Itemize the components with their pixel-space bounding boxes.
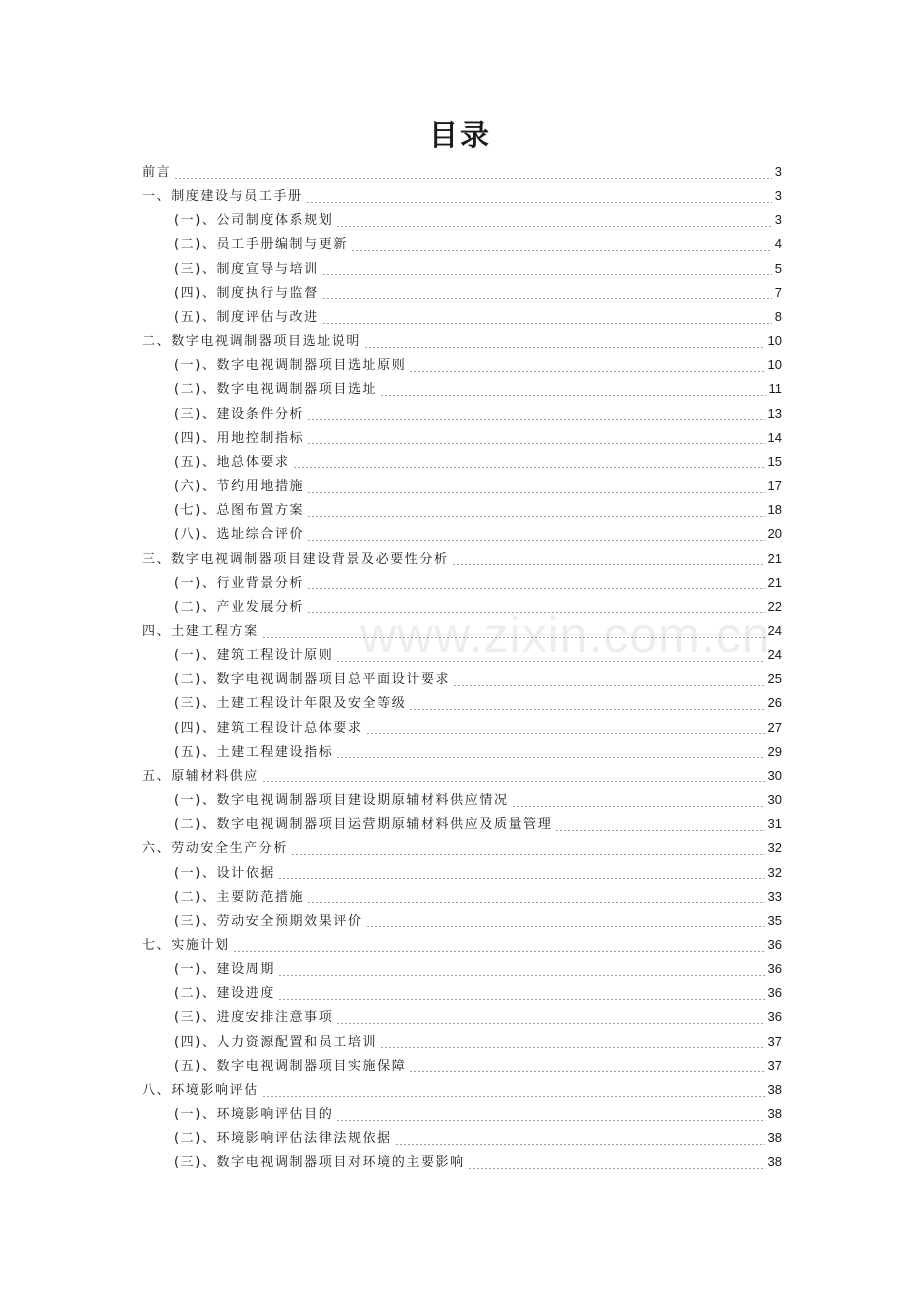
toc-page-number: 32 bbox=[767, 840, 782, 856]
toc-subentry[interactable] bbox=[142, 305, 782, 329]
toc-entry-label: 一、制度建设与员工手册 bbox=[142, 189, 303, 205]
dot-leader bbox=[336, 226, 771, 227]
toc-subentry[interactable] bbox=[142, 257, 782, 281]
toc-entry-label: (三)、进度安排注意事项 bbox=[174, 1010, 334, 1026]
dot-leader bbox=[307, 588, 764, 589]
toc-page-number: 27 bbox=[767, 719, 782, 735]
dot-leader bbox=[307, 902, 764, 903]
dot-leader bbox=[336, 1120, 764, 1121]
toc-page-number: 3 bbox=[774, 212, 782, 228]
dot-leader bbox=[512, 806, 765, 807]
toc-page-number: 14 bbox=[767, 429, 782, 445]
dot-leader bbox=[409, 371, 764, 372]
table-of-contents bbox=[142, 160, 782, 1175]
toc-page-number: 3 bbox=[774, 164, 782, 179]
dot-leader bbox=[262, 1096, 765, 1097]
toc-page-number: 25 bbox=[767, 671, 782, 687]
toc-entry-label: (三)、劳动安全预期效果评价 bbox=[174, 913, 363, 929]
toc-subentry[interactable] bbox=[142, 1030, 782, 1054]
toc-entry-label: (五)、制度评估与改进 bbox=[174, 309, 319, 325]
toc-entry-label: (二)、建设进度 bbox=[174, 986, 275, 1002]
toc-page-number: 36 bbox=[767, 961, 782, 977]
toc-page-number: 38 bbox=[767, 1106, 782, 1122]
dot-leader bbox=[278, 999, 765, 1000]
toc-entry-label: (二)、数字电视调制器项目运营期原辅材料供应及质量管理 bbox=[174, 817, 553, 833]
toc-entry-label: (四)、制度执行与监督 bbox=[174, 285, 319, 301]
dot-leader bbox=[174, 178, 772, 179]
dot-leader bbox=[468, 1168, 765, 1169]
dot-leader bbox=[293, 467, 765, 468]
toc-entry-label: (二)、员工手册编制与更新 bbox=[174, 237, 348, 253]
dot-leader bbox=[306, 202, 772, 203]
toc-entry-label: (四)、人力资源配置和员工培训 bbox=[174, 1034, 378, 1050]
toc-page-number: 38 bbox=[767, 1130, 782, 1146]
dot-leader bbox=[307, 540, 764, 541]
dot-leader bbox=[351, 250, 772, 251]
toc-entry-label: (七)、总图布置方案 bbox=[174, 503, 305, 519]
dot-leader bbox=[307, 492, 764, 493]
dot-leader bbox=[395, 1144, 765, 1145]
toc-subentry[interactable] bbox=[142, 667, 782, 691]
dot-leader bbox=[262, 781, 765, 782]
toc-page-number: 10 bbox=[767, 357, 782, 373]
toc-entry-label: (五)、数字电视调制器项目实施保障 bbox=[174, 1058, 407, 1074]
dot-leader bbox=[336, 1023, 764, 1024]
toc-entry-label: 四、土建工程方案 bbox=[142, 623, 259, 639]
toc-subentry[interactable] bbox=[142, 1150, 782, 1174]
toc-page-number: 31 bbox=[767, 816, 782, 832]
toc-entry-label: (四)、建筑工程设计总体要求 bbox=[174, 720, 363, 736]
toc-subentry[interactable] bbox=[142, 716, 782, 740]
dot-leader bbox=[291, 854, 765, 855]
toc-subentry[interactable] bbox=[142, 571, 782, 595]
dot-leader bbox=[307, 443, 764, 444]
toc-subentry[interactable] bbox=[142, 643, 782, 667]
dot-leader bbox=[336, 661, 764, 662]
toc-entry-label: (一)、建设周期 bbox=[174, 962, 275, 978]
dot-leader bbox=[307, 419, 764, 420]
toc-page-number: 36 bbox=[767, 985, 782, 1001]
dot-leader bbox=[278, 975, 765, 976]
dot-leader bbox=[366, 733, 765, 734]
toc-page-number: 35 bbox=[767, 912, 782, 928]
toc-page-number: 36 bbox=[767, 1009, 782, 1025]
toc-page-number: 20 bbox=[767, 526, 782, 542]
toc-entry[interactable] bbox=[142, 547, 782, 571]
toc-entry[interactable] bbox=[142, 329, 782, 353]
toc-subentry[interactable] bbox=[142, 377, 782, 401]
toc-entry-label: (八)、选址综合评价 bbox=[174, 527, 305, 543]
toc-subentry[interactable] bbox=[142, 474, 782, 498]
toc-entry-label: (二)、数字电视调制器项目总平面设计要求 bbox=[174, 672, 451, 688]
toc-subentry[interactable] bbox=[142, 957, 782, 981]
toc-page-number: 32 bbox=[767, 864, 782, 880]
toc-page-number: 36 bbox=[767, 937, 782, 952]
toc-page-number: 29 bbox=[767, 743, 782, 759]
toc-entry-label: 八、环境影响评估 bbox=[142, 1082, 259, 1098]
toc-page-number: 24 bbox=[767, 622, 782, 638]
toc-subentry[interactable] bbox=[142, 909, 782, 933]
toc-entry-label: (一)、数字电视调制器项目选址原则 bbox=[174, 358, 407, 374]
toc-subentry[interactable] bbox=[142, 498, 782, 522]
toc-page-number: 7 bbox=[774, 284, 782, 300]
toc-page-number: 24 bbox=[767, 647, 782, 663]
dot-leader bbox=[364, 347, 765, 348]
toc-page-number: 17 bbox=[767, 478, 782, 494]
toc-entry-label: 六、劳动安全生产分析 bbox=[142, 841, 289, 857]
toc-entry[interactable] bbox=[142, 184, 782, 208]
toc-page-number: 26 bbox=[767, 695, 782, 711]
toc-subentry[interactable] bbox=[142, 1126, 782, 1150]
toc-entry[interactable] bbox=[142, 1078, 782, 1102]
dot-leader bbox=[322, 323, 772, 324]
toc-page-number: 21 bbox=[767, 574, 782, 590]
dot-leader bbox=[322, 274, 772, 275]
toc-entry-label: (三)、制度宣导与培训 bbox=[174, 261, 319, 277]
toc-entry-label: 五、原辅材料供应 bbox=[142, 768, 259, 784]
toc-page-number: 15 bbox=[767, 453, 782, 469]
toc-entry-label: (四)、用地控制指标 bbox=[174, 430, 305, 446]
toc-entry[interactable] bbox=[142, 764, 782, 788]
toc-page-number: 5 bbox=[774, 260, 782, 276]
toc-subentry[interactable] bbox=[142, 232, 782, 256]
toc-entry-label: (一)、设计依据 bbox=[174, 865, 275, 881]
toc-page-number: 21 bbox=[767, 550, 782, 566]
dot-leader bbox=[278, 878, 765, 879]
toc-page-number: 33 bbox=[767, 888, 782, 904]
toc-subentry[interactable] bbox=[142, 812, 782, 836]
toc-subentry[interactable] bbox=[142, 788, 782, 812]
toc-entry-label: (一)、行业背景分析 bbox=[174, 575, 305, 591]
dot-leader bbox=[262, 637, 765, 638]
toc-page-number: 3 bbox=[774, 188, 782, 204]
toc-entry[interactable] bbox=[142, 836, 782, 860]
toc-entry[interactable] bbox=[142, 933, 782, 957]
toc-entry-label: (一)、数字电视调制器项目建设期原辅材料供应情况 bbox=[174, 793, 509, 809]
toc-subentry[interactable] bbox=[142, 691, 782, 715]
dot-leader bbox=[409, 709, 764, 710]
dot-leader bbox=[322, 298, 772, 299]
toc-entry-label: (二)、主要防范措施 bbox=[174, 889, 305, 905]
toc-entry-label: 三、数字电视调制器项目建设背景及必要性分析 bbox=[142, 551, 449, 567]
toc-entry-label: (三)、土建工程设计年限及安全等级 bbox=[174, 696, 407, 712]
toc-entry-label: (五)、地总体要求 bbox=[174, 454, 290, 470]
dot-leader bbox=[233, 951, 765, 952]
dot-leader bbox=[380, 395, 765, 396]
toc-entry-label: (一)、环境影响评估目的 bbox=[174, 1107, 334, 1123]
dot-leader bbox=[307, 516, 764, 517]
toc-page-number: 30 bbox=[767, 767, 782, 783]
toc-page-number: 38 bbox=[767, 1154, 782, 1170]
toc-entry-label: 七、实施计划 bbox=[142, 938, 230, 953]
dot-leader bbox=[555, 830, 764, 831]
toc-entry-label: (二)、产业发展分析 bbox=[174, 599, 305, 615]
toc-page-number: 38 bbox=[767, 1081, 782, 1097]
toc-subentry[interactable] bbox=[142, 1102, 782, 1126]
toc-page-number: 30 bbox=[767, 792, 782, 808]
dot-leader bbox=[453, 685, 764, 686]
toc-entry-label: (一)、建筑工程设计原则 bbox=[174, 648, 334, 664]
dot-leader bbox=[366, 926, 765, 927]
toc-page-number: 8 bbox=[774, 308, 782, 324]
toc-subentry[interactable] bbox=[142, 450, 782, 474]
dot-leader bbox=[452, 564, 765, 565]
toc-entry[interactable] bbox=[142, 619, 782, 643]
toc-entry-label: (一)、公司制度体系规划 bbox=[174, 213, 334, 229]
toc-subentry[interactable] bbox=[142, 522, 782, 546]
toc-page-number: 37 bbox=[767, 1033, 782, 1049]
toc-page-number: 11 bbox=[768, 381, 782, 397]
toc-subentry[interactable] bbox=[142, 402, 782, 426]
dot-leader bbox=[380, 1047, 764, 1048]
toc-subentry[interactable] bbox=[142, 1005, 782, 1029]
toc-entry-label: (二)、数字电视调制器项目选址 bbox=[174, 382, 378, 398]
toc-subentry[interactable] bbox=[142, 353, 782, 377]
toc-entry-label: (三)、数字电视调制器项目对环境的主要影响 bbox=[174, 1155, 465, 1171]
toc-subentry[interactable] bbox=[142, 861, 782, 885]
toc-entry-label: (六)、节约用地措施 bbox=[174, 479, 305, 495]
toc-page-number: 18 bbox=[767, 502, 782, 518]
toc-subentry[interactable] bbox=[142, 208, 782, 232]
page-title: 目录 bbox=[428, 118, 491, 152]
dot-leader bbox=[409, 1071, 764, 1072]
toc-subentry[interactable] bbox=[142, 281, 782, 305]
toc-entry-label: (三)、建设条件分析 bbox=[174, 406, 305, 422]
dot-leader bbox=[336, 757, 764, 758]
toc-entry-label: (五)、土建工程建设指标 bbox=[174, 744, 334, 760]
toc-entry[interactable] bbox=[142, 160, 782, 184]
watermark: www.zixin.com.cn bbox=[360, 607, 771, 663]
toc-page-number: 4 bbox=[774, 236, 782, 252]
toc-subentry[interactable] bbox=[142, 426, 782, 450]
toc-page-number: 10 bbox=[767, 333, 782, 349]
toc-entry-label: 二、数字电视调制器项目选址说明 bbox=[142, 334, 362, 350]
toc-page-number: 37 bbox=[767, 1057, 782, 1073]
toc-subentry[interactable] bbox=[142, 885, 782, 909]
toc-subentry[interactable] bbox=[142, 740, 782, 764]
toc-entry-label: (二)、环境影响评估法律法规依据 bbox=[174, 1131, 392, 1147]
toc-page-number: 13 bbox=[767, 405, 782, 421]
dot-leader bbox=[307, 612, 764, 613]
toc-subentry[interactable] bbox=[142, 595, 782, 619]
toc-subentry[interactable] bbox=[142, 981, 782, 1005]
toc-page-number: 22 bbox=[767, 598, 782, 614]
toc-entry-label: 前言 bbox=[142, 165, 172, 180]
toc-subentry[interactable] bbox=[142, 1054, 782, 1078]
